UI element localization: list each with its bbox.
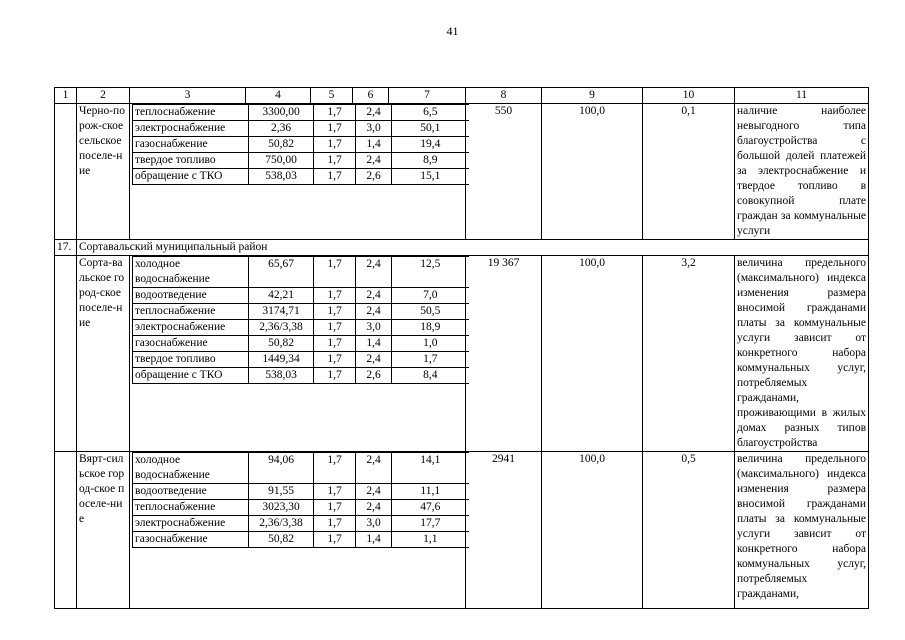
service-row [133,257,469,288]
service-row [133,169,469,185]
excess-share-value: 0,1 [643,104,735,240]
service-name: холодное водоснабжение [133,453,249,484]
header-cell-5: 5 [311,88,353,104]
spacer-cell [249,578,314,593]
index-value: 1,7 [314,304,356,320]
spacer-cell [133,563,249,578]
spacer-cell [314,185,356,201]
service-row [133,532,469,548]
spacer-cell [356,593,392,608]
deviation-value: 2,4 [356,153,392,169]
spacer-cell [314,399,356,414]
spacer-cell [249,399,314,414]
share-value: 1,1 [392,532,469,548]
share-value: 1,7 [392,352,469,368]
share-value: 11,1 [392,484,469,500]
spacer-cell [133,578,249,593]
tariff-value: 538,03 [249,368,314,384]
share-value: 1,0 [392,336,469,352]
spacer-cell [249,593,314,608]
service-name: обращение с ТКО [133,368,249,384]
service-name: твердое топливо [133,153,249,169]
excess-share-value: 0,5 [643,452,735,609]
deviation-value: 2,4 [356,105,392,121]
deviation-value: 2,6 [356,368,392,384]
share-value: 6,5 [392,105,469,121]
service-name: водоотведение [133,484,249,500]
population-value: 550 [466,104,542,240]
deviation-value: 1,4 [356,137,392,153]
service-name: газоснабжение [133,137,249,153]
deviation-value: 2,6 [356,169,392,185]
service-row [133,336,469,352]
header-cell-1: 1 [55,88,77,104]
service-row [133,153,469,169]
spacer-cell [392,548,469,564]
tariff-value: 50,82 [249,137,314,153]
spacer-row [133,593,469,608]
service-row [133,105,469,121]
settlement-name: Вярт-сильское город-ское поселе-ние [77,452,130,609]
service-name: газоснабжение [133,336,249,352]
population-value: 19 367 [466,256,542,452]
tariff-value: 50,82 [249,336,314,352]
header-cell-2: 2 [77,88,130,104]
spacer-cell [356,548,392,564]
header-cell-10: 10 [643,88,735,104]
index-value: 1,7 [314,288,356,304]
index-value: 1,7 [314,257,356,288]
service-name: теплоснабжение [133,500,249,516]
deviation-value: 2,4 [356,500,392,516]
index-value: 1,7 [314,121,356,137]
spacer-cell [356,563,392,578]
row-number-cell [55,104,77,240]
services-table [132,104,469,200]
spacer-cell [314,384,356,400]
share-value: 15,1 [392,169,469,185]
tariff-value: 94,06 [249,453,314,484]
index-value: 1,7 [314,336,356,352]
spacer-cell [133,399,249,414]
share-value: 8,9 [392,153,469,169]
population-share-value: 100,0 [542,452,643,609]
deviation-value: 1,4 [356,336,392,352]
section-number: 17. [55,240,77,256]
tariff-value: 42,21 [249,288,314,304]
service-row [133,500,469,516]
spacer-row [133,548,469,564]
service-row [133,516,469,532]
service-row [133,121,469,137]
spacer-cell [392,578,469,593]
spacer-row [133,384,469,400]
spacer-cell [249,548,314,564]
service-row [133,352,469,368]
spacer-cell [314,593,356,608]
service-row [133,320,469,336]
service-row [133,368,469,384]
deviation-value: 2,4 [356,484,392,500]
service-name: электроснабжение [133,121,249,137]
deviation-value: 3,0 [356,320,392,336]
spacer-cell [249,384,314,400]
spacer-cell [356,578,392,593]
index-value: 1,7 [314,453,356,484]
services-cell [130,452,466,609]
spacer-row [133,563,469,578]
tariff-value: 750,00 [249,153,314,169]
service-name: теплоснабжение [133,304,249,320]
service-name: водоотведение [133,288,249,304]
tariff-value: 2,36/3,38 [249,320,314,336]
share-value: 50,5 [392,304,469,320]
deviation-value: 2,4 [356,288,392,304]
spacer-cell [314,548,356,564]
settlement-row [55,452,869,609]
page-number: 41 [446,24,459,38]
header-cell-8: 8 [466,88,542,104]
table-body [55,88,869,609]
header-cell-4: 4 [246,88,311,104]
spacer-cell [392,563,469,578]
tariff-value: 3023,30 [249,500,314,516]
spacer-cell [392,399,469,414]
index-value: 1,7 [314,320,356,336]
index-value: 1,7 [314,352,356,368]
share-value: 19,4 [392,137,469,153]
share-value: 18,9 [392,320,469,336]
spacer-cell [314,563,356,578]
services-table [132,256,469,414]
header-cell-7: 7 [389,88,466,104]
index-value: 1,7 [314,153,356,169]
spacer-row [133,185,469,201]
service-name: обращение с ТКО [133,169,249,185]
justification-text: наличие наиболее невыгодного типа благоустройства с большой долей платежей за электроснабжение и твердое топливо в совокупной плате граждан за коммунальные услуги [735,104,869,240]
spacer-cell [392,384,469,400]
header-cell-11: 11 [735,88,869,104]
share-value: 12,5 [392,257,469,288]
row-number-cell [55,256,77,452]
settlement-name: Черно-порож-ское сельское поселе-ние [77,104,130,240]
spacer-row [133,399,469,414]
share-value: 47,6 [392,500,469,516]
service-name: электроснабжение [133,516,249,532]
spacer-cell [249,563,314,578]
share-value: 14,1 [392,453,469,484]
index-value: 1,7 [314,105,356,121]
header-cell-9: 9 [542,88,643,104]
population-share-value: 100,0 [542,256,643,452]
deviation-value: 1,4 [356,532,392,548]
index-value: 1,7 [314,169,356,185]
spacer-cell [133,384,249,400]
service-row [133,484,469,500]
index-value: 1,7 [314,137,356,153]
spacer-cell [133,548,249,564]
index-value: 1,7 [314,484,356,500]
share-value: 17,7 [392,516,469,532]
deviation-value: 2,4 [356,257,392,288]
index-value: 1,7 [314,500,356,516]
spacer-cell [392,593,469,608]
tariff-value: 2,36 [249,121,314,137]
services-cell [130,104,466,240]
deviation-value: 2,4 [356,304,392,320]
service-row [133,304,469,320]
service-row [133,453,469,484]
spacer-cell [314,578,356,593]
settlement-row [55,104,869,240]
spacer-cell [356,185,392,201]
spacer-cell [356,399,392,414]
share-value: 50,1 [392,121,469,137]
indices-table [54,87,869,609]
header-row [55,88,869,104]
spacer-row [133,578,469,593]
tariff-value: 2,36/3,38 [249,516,314,532]
header-cell-6: 6 [353,88,389,104]
tariff-value: 91,55 [249,484,314,500]
index-value: 1,7 [314,368,356,384]
section-row [55,240,869,256]
tariff-value: 65,67 [249,257,314,288]
spacer-cell [249,185,314,201]
deviation-value: 2,4 [356,453,392,484]
service-name: твердое топливо [133,352,249,368]
spacer-cell [392,185,469,201]
spacer-cell [133,593,249,608]
tariff-value: 538,03 [249,169,314,185]
tariff-value: 3300,00 [249,105,314,121]
tariff-value: 3174,71 [249,304,314,320]
share-value: 7,0 [392,288,469,304]
excess-share-value: 3,2 [643,256,735,452]
service-name: газоснабжение [133,532,249,548]
services-table [132,452,469,608]
share-value: 8,4 [392,368,469,384]
spacer-cell [356,384,392,400]
deviation-value: 3,0 [356,121,392,137]
service-row [133,288,469,304]
deviation-value: 3,0 [356,516,392,532]
service-name: теплоснабжение [133,105,249,121]
settlement-row [55,256,869,452]
header-cell-3: 3 [130,88,246,104]
index-value: 1,7 [314,532,356,548]
justification-text: величина предельного (максимального) индекса изменения размера вносимой гражданами платы за коммунальные услуги зависит от конкретного набора коммунальных услуг, потребляемых гражданами, [735,452,869,609]
justification-text: величина предельного (максимального) индекса изменения размера вносимой гражданами платы за коммунальные услуги зависит от конкретного набора коммунальных услуг, потребляемых гражданами, проживающими в жилых домах разных типов благоустройства [735,256,869,452]
section-title: Сортавальский муниципальный район [77,240,869,256]
settlement-name: Сорта-вальское город-ское поселе-ние [77,256,130,452]
service-name: электроснабжение [133,320,249,336]
population-value: 2941 [466,452,542,609]
spacer-cell [133,185,249,201]
index-value: 1,7 [314,516,356,532]
service-row [133,137,469,153]
population-share-value: 100,0 [542,104,643,240]
service-name: холодное водоснабжение [133,257,249,288]
services-cell [130,256,466,452]
tariff-value: 50,82 [249,532,314,548]
row-number-cell [55,452,77,609]
deviation-value: 2,4 [356,352,392,368]
tariff-value: 1449,34 [249,352,314,368]
